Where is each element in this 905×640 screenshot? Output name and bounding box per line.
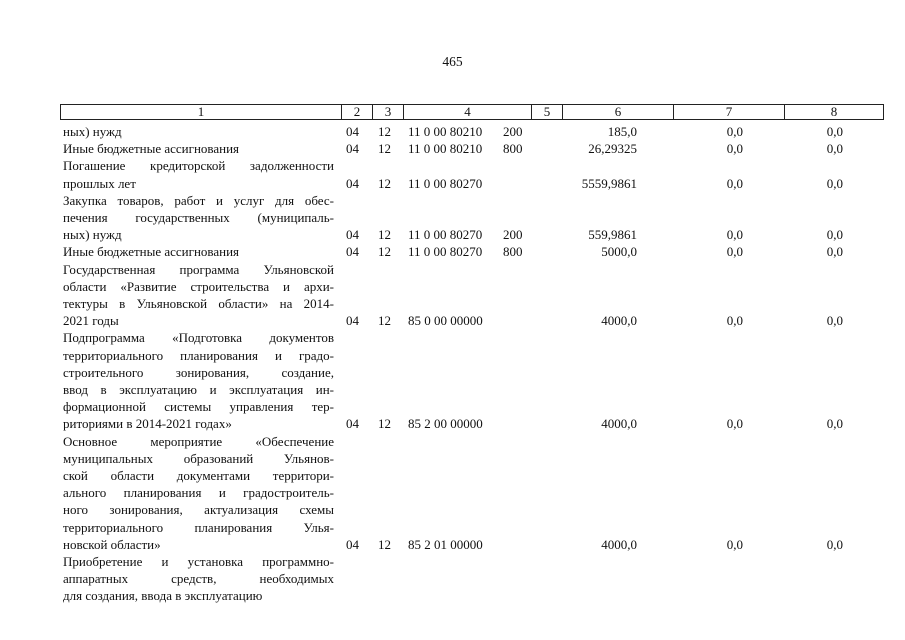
column-header-row (61, 105, 884, 120)
row-name (63, 192, 334, 244)
cell-col-8: 0,0 (826, 141, 843, 157)
table-row (0, 123, 905, 140)
row-name (63, 157, 334, 191)
cell-col-4: 11 0 00 80270 (408, 227, 483, 243)
cell-col-5: 800 (503, 141, 523, 157)
column-header-table (60, 104, 884, 120)
cell-col-4: 11 0 00 80270 (408, 175, 483, 191)
cell-col-3: 12 (378, 227, 391, 243)
cell-col-3: 12 (378, 244, 391, 260)
page-number: 465 (442, 54, 463, 69)
row-name-line: Государственная программа Ульяновской (63, 261, 334, 277)
cell-col-6: 4000,0 (601, 313, 637, 329)
cell-col-3: 12 (378, 175, 391, 191)
cell-col-3: 12 (378, 416, 391, 432)
row-name-line: Основное мероприятие «Обеспечение (63, 433, 334, 449)
column-header-5: 5 (532, 105, 563, 120)
column-header-1: 1 (61, 105, 342, 120)
column-header-3: 3 (373, 105, 404, 120)
cell-col-6: 185,0 (607, 124, 637, 139)
row-name-line: Иные бюджетные ассигнования (63, 141, 240, 157)
row-name (63, 329, 334, 432)
cell-col-4: 11 0 00 80210 (408, 141, 483, 157)
row-name (63, 243, 334, 260)
cell-col-8: 0,0 (826, 175, 843, 191)
cell-col-2: 04 (346, 175, 359, 191)
column-header-4: 4 (404, 105, 532, 120)
cell-col-7: 0,0 (726, 313, 743, 329)
row-name-line: аппаратных средств, необходимых (63, 571, 334, 587)
row-name-line: риториями в 2014-2021 годах» (63, 416, 232, 432)
cell-col-4: 85 2 01 00000 (408, 536, 483, 552)
row-name (63, 140, 334, 157)
table-row (0, 261, 905, 330)
cell-col-7: 0,0 (726, 124, 743, 139)
cell-col-5: 800 (503, 244, 523, 260)
column-header-2: 2 (342, 105, 373, 120)
table-body (0, 123, 905, 605)
row-name-line: муниципальных образований Ульянов- (63, 450, 334, 466)
cell-col-8: 0,0 (826, 416, 843, 432)
cell-col-2: 04 (346, 244, 359, 260)
cell-col-7: 0,0 (726, 175, 743, 191)
column-header-8: 8 (785, 105, 884, 120)
row-name-line: ального планирования и градостроитель- (63, 485, 334, 501)
row-name-line: ных) нужд (63, 124, 122, 139)
cell-col-6: 26,29325 (588, 141, 637, 157)
cell-col-8: 0,0 (826, 227, 843, 243)
row-name-line: прошлых лет (63, 175, 136, 191)
row-name-line: новской области» (63, 536, 161, 552)
cell-col-8: 0,0 (826, 244, 843, 260)
cell-col-2: 04 (346, 227, 359, 243)
cell-col-5: 200 (503, 227, 523, 243)
cell-col-5: 200 (503, 124, 523, 139)
cell-col-6: 5559,9861 (581, 175, 637, 191)
row-name-line: территориального планирования Улья- (63, 519, 334, 535)
row-name-line: Иные бюджетные ассигнования (63, 244, 240, 260)
cell-col-4: 11 0 00 80270 (408, 244, 483, 260)
table-row (0, 433, 905, 553)
row-name-line: Подпрограмма «Подготовка документов (63, 330, 334, 346)
row-name-line: области «Развитие строительства и архи- (63, 278, 334, 294)
cell-col-4: 85 2 00 00000 (408, 416, 483, 432)
row-name (63, 433, 334, 553)
cell-col-7: 0,0 (726, 244, 743, 260)
table-row (0, 157, 905, 191)
table-row (0, 553, 905, 605)
row-name-line: территориального планирования и градо- (63, 347, 334, 363)
column-header-6: 6 (563, 105, 674, 120)
row-name-line: Закупка товаров, работ и услуг для обес- (63, 192, 334, 208)
table-row (0, 329, 905, 432)
cell-col-4: 85 0 00 00000 (408, 313, 483, 329)
cell-col-3: 12 (378, 141, 391, 157)
row-name (63, 123, 334, 140)
cell-col-6: 559,9861 (588, 227, 637, 243)
row-name-line: для создания, ввода в эксплуатацию (63, 588, 263, 604)
cell-col-2: 04 (346, 536, 359, 552)
row-name-line: печения государственных (муниципаль- (63, 209, 334, 225)
row-name-line: ской области документами территори- (63, 467, 334, 483)
cell-col-8: 0,0 (826, 536, 843, 552)
cell-col-3: 12 (378, 313, 391, 329)
cell-col-8: 0,0 (826, 124, 843, 139)
table-row (0, 243, 905, 260)
row-name-line: Приобретение и установка программно- (63, 553, 334, 569)
row-name (63, 261, 334, 330)
cell-col-2: 04 (346, 313, 359, 329)
table-row (0, 140, 905, 157)
row-name-line: 2021 годы (63, 313, 119, 329)
row-name-line: строительного зонирования, создание, (63, 364, 334, 380)
cell-col-7: 0,0 (726, 141, 743, 157)
cell-col-4: 11 0 00 80210 (408, 124, 483, 139)
cell-col-6: 4000,0 (601, 416, 637, 432)
row-name-line: формационной системы управления тер- (63, 399, 334, 415)
row-name-line: ввод в эксплуатацию и эксплуатация ин- (63, 381, 334, 397)
cell-col-6: 5000,0 (601, 244, 637, 260)
row-name (63, 553, 334, 605)
cell-col-3: 12 (378, 124, 391, 139)
cell-col-8: 0,0 (826, 313, 843, 329)
cell-col-7: 0,0 (726, 416, 743, 432)
cell-col-6: 4000,0 (601, 536, 637, 552)
column-header-7: 7 (674, 105, 785, 120)
row-name-line: ного зонирования, актуализация схемы (63, 502, 334, 518)
cell-col-2: 04 (346, 416, 359, 432)
cell-col-7: 0,0 (726, 536, 743, 552)
cell-col-2: 04 (346, 141, 359, 157)
row-name-line: тектуры в Ульяновской области» на 2014- (63, 295, 334, 311)
cell-col-3: 12 (378, 536, 391, 552)
cell-col-2: 04 (346, 124, 359, 139)
cell-col-7: 0,0 (726, 227, 743, 243)
row-name-line: Погашение кредиторской задолженности (63, 158, 334, 174)
table-row (0, 192, 905, 244)
row-name-line: ных) нужд (63, 227, 122, 243)
